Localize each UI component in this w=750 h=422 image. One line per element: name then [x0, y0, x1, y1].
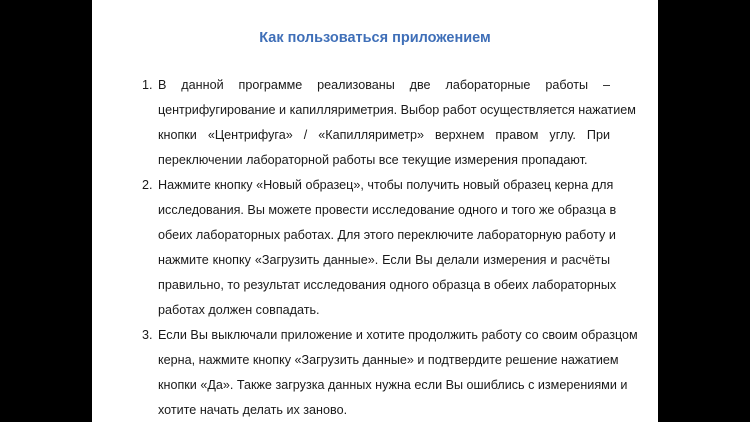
text-line: работах должен совпадать.: [158, 303, 320, 317]
text-line: хотите начать делать их заново.: [158, 403, 348, 417]
text-line: исследования. Вы можете провести исследование одного и того же образца в: [158, 203, 617, 217]
list-item-2: [142, 173, 617, 323]
document-page: [92, 0, 658, 422]
text-line: кнопки «Да». Также загрузка данных нужна если Вы ошиблись с измерениями и: [158, 378, 628, 392]
page-title: Как пользоваться приложением: [259, 30, 491, 46]
instructions-list: [142, 73, 638, 422]
text-line: керна, нажмите кнопку «Загрузить данные» и подтвердите решение нажатием: [158, 353, 619, 367]
list-item-text: [158, 73, 636, 173]
text-line: кнопки «Центрифуга» / «Капилляриметр» верхнем правом углу. При: [158, 128, 610, 142]
text-line: переключении лабораторной работы все текущие измерения пропадают.: [158, 153, 588, 167]
list-item-number: 1.: [142, 78, 153, 92]
text-line: правильно, то результат исследования одного образца в обеих лабораторных: [158, 278, 617, 292]
list-item-number: 2.: [142, 178, 153, 192]
text-line: Нажмите кнопку «Новый образец», чтобы получить новый образец керна для: [158, 178, 614, 192]
list-item-number: 3.: [142, 328, 153, 342]
text-line: нажмите кнопку «Загрузить данные». Если Вы делали измерения и расчёты: [158, 253, 610, 267]
list-item-1: [142, 73, 636, 173]
text-line: Если Вы выключали приложение и хотите продолжить работу со своим образцом: [158, 328, 638, 342]
text-line: центрифугирование и капилляриметрия. Выбор работ осуществляется нажатием: [158, 103, 636, 117]
text-line: В данной программе реализованы две лабораторные работы –: [158, 78, 610, 92]
text-line: обеих лабораторных работах. Для этого переключите лабораторную работу и: [158, 228, 616, 242]
list-item-text: [158, 323, 638, 422]
list-item-3: [142, 323, 638, 422]
list-item-text: [158, 173, 617, 323]
